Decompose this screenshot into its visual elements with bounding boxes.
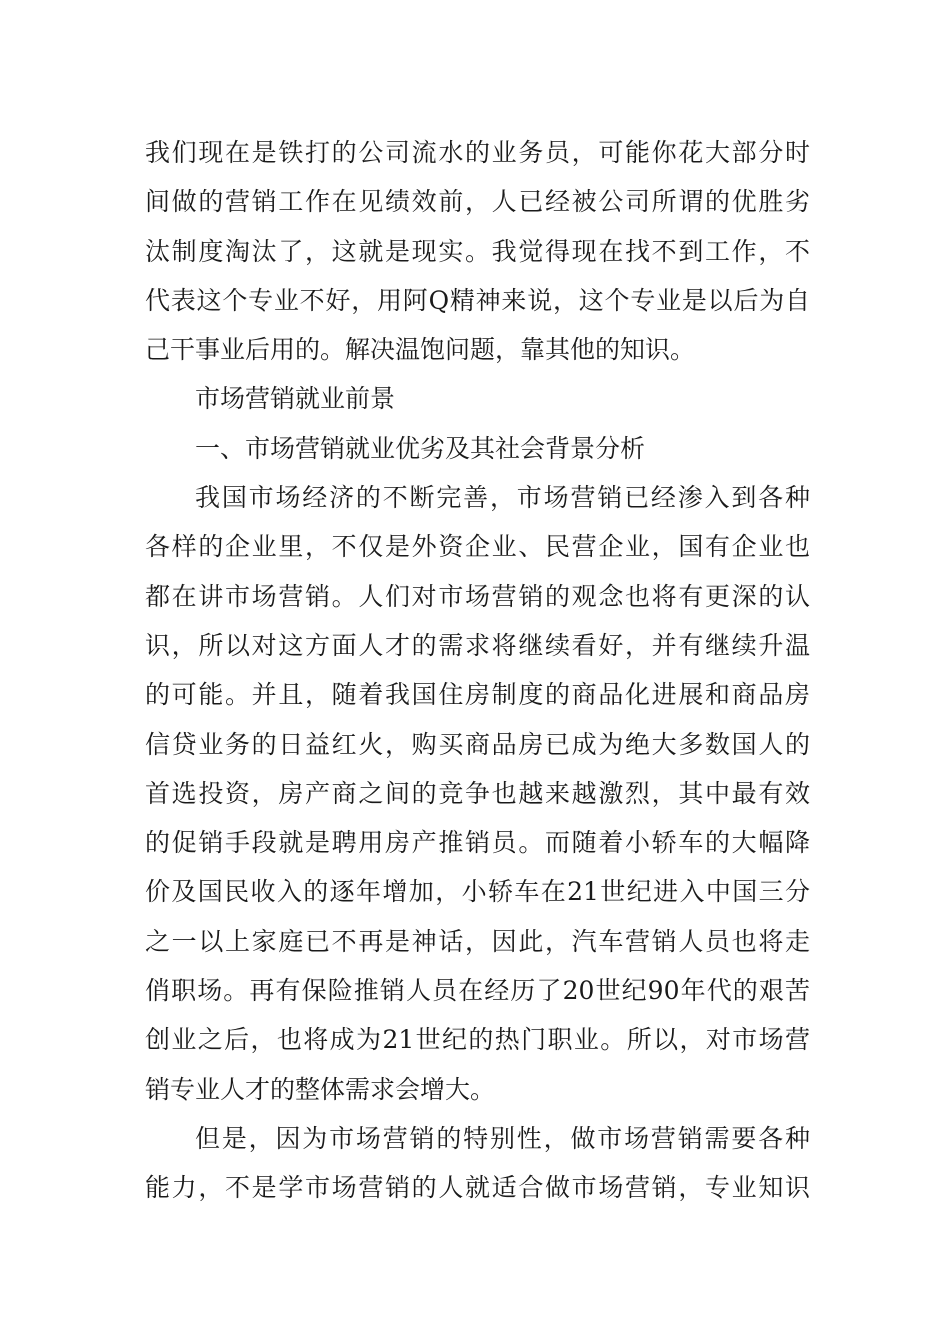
text-line: 销专业人才的整体需求会增大。 bbox=[145, 1074, 496, 1104]
text-line: 我们现在是铁打的公司流水的业务员，可能你花大部分时 bbox=[145, 138, 810, 167]
text-line: 首选投资，房产商之间的竞争也越来越激烈，其中最有效 bbox=[145, 778, 810, 808]
section-heading bbox=[145, 374, 810, 423]
text-line: 能力，不是学市场营销的人就适合做市场营销，专业知识 bbox=[145, 1173, 810, 1203]
text-line: 各样的企业里，不仅是外资企业、民营企业，国有企业也 bbox=[145, 532, 810, 562]
text-line: 创业之后，也将成为21世纪的热门职业。所以，对市场营 bbox=[145, 1025, 810, 1055]
heading-text: 一、市场营销就业优劣及其社会背景分析 bbox=[195, 433, 646, 463]
text-line: 但是，因为市场营销的特别性，做市场营销需要各种 bbox=[195, 1123, 810, 1153]
text-line: 的促销手段就是聘用房产推销员。而随着小轿车的大幅降 bbox=[145, 828, 810, 858]
text-line: 俏职场。再有保险推销人员在经历了20世纪90年代的艰苦 bbox=[145, 976, 810, 1006]
text-line: 之一以上家庭已不再是神话，因此，汽车营销人员也将走 bbox=[145, 926, 810, 956]
text-line: 汰制度淘汰了，这就是现实。我觉得现在找不到工作，不 bbox=[145, 236, 810, 266]
text-line: 信贷业务的日益红火，购买商品房已成为绝大多数国人的 bbox=[145, 729, 810, 759]
subsection-heading bbox=[145, 424, 810, 473]
text-line: 间做的营销工作在见绩效前，人已经被公司所谓的优胜劣 bbox=[145, 187, 810, 217]
document-body bbox=[145, 128, 810, 1213]
text-line: 的可能。并且，随着我国住房制度的商品化进展和商品房 bbox=[145, 680, 810, 710]
text-line: 己干事业后用的。解决温饱问题，靠其他的知识。 bbox=[145, 335, 696, 365]
text-line: 代表这个专业不好，用阿Q精神来说，这个专业是以后为自 bbox=[145, 285, 810, 315]
text-line: 价及国民收入的逐年增加，小轿车在21世纪进入中国三分 bbox=[145, 877, 810, 907]
text-line: 都在讲市场营销。人们对市场营销的观念也将有更深的认 bbox=[145, 581, 810, 611]
text-line: 识，所以对这方面人才的需求将继续看好，并有继续升温 bbox=[145, 630, 810, 660]
heading-text: 市场营销就业前景 bbox=[195, 384, 396, 414]
paragraph bbox=[145, 1114, 810, 1213]
text-line: 我国市场经济的不断完善，市场营销已经渗入到各种 bbox=[195, 483, 810, 513]
paragraph-continuation bbox=[145, 128, 810, 374]
paragraph bbox=[145, 473, 810, 1114]
